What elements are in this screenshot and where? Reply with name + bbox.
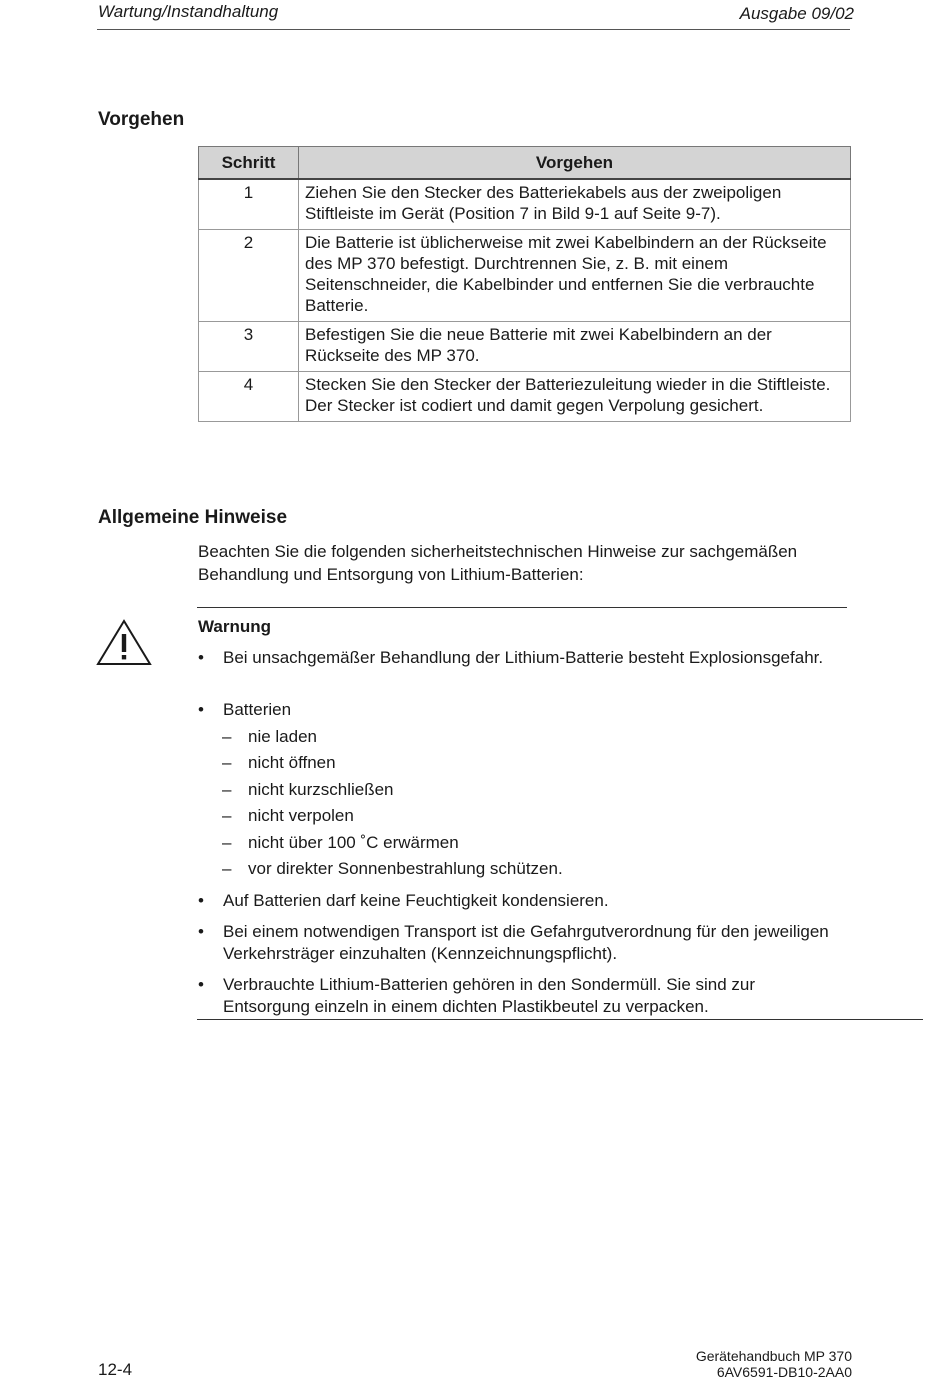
bullet-text: Batterien bbox=[223, 700, 292, 719]
bullet-marker: • bbox=[198, 891, 204, 910]
section-title-hinweise: Allgemeine Hinweise bbox=[98, 507, 288, 528]
sub-item-text: vor direkter Sonnenbestrahlung schützen. bbox=[248, 859, 563, 878]
dash-marker: – bbox=[222, 753, 232, 772]
table-row bbox=[199, 322, 851, 372]
step-number: 4 bbox=[199, 372, 299, 422]
sub-item-text: nicht verpolen bbox=[248, 806, 354, 825]
page-number: 12-4 bbox=[98, 1360, 133, 1379]
intro-paragraph: Beachten Sie die folgenden sicherheitstechnischen Hinweise zur sachgemäßen Behandlung und Entsorgung von Lithium-Batterien: bbox=[198, 542, 798, 584]
sub-item-text: nie laden bbox=[248, 727, 318, 746]
bullet-text: Verbrauchte Lithium-Batterien gehören in den Sondermüll. Sie sind zur Entsorgung einzeln in einem dichten Plastikbeutel zu verpacken. bbox=[223, 975, 756, 1016]
bullet-text: Auf Batterien darf keine Feuchtigkeit kondensieren. bbox=[223, 891, 609, 910]
section-title-vorgehen: Vorgehen bbox=[98, 109, 185, 130]
step-text: Befestigen Sie die neue Batterie mit zwei Kabelbindern an der Rückseite des MP 370. bbox=[299, 322, 851, 372]
dash-marker: – bbox=[222, 780, 232, 799]
bullet-marker: • bbox=[198, 922, 204, 941]
table-row bbox=[199, 230, 851, 322]
warning-triangle-icon bbox=[96, 619, 152, 667]
bullet-text: Bei einem notwendigen Transport ist die Gefahrgutverordnung für den jeweiligen Verkehrsträger einzuhalten (Kennzeichnungspflicht). bbox=[223, 922, 829, 963]
step-text: Die Batterie ist üblicherweise mit zwei Kabelbindern an der Rückseite des MP 370 befestigt. Durchtrennen Sie, z. B. mit einem Seitenschneider, die Kabelbinder und entfernen Sie die verbrauchte Batterie. bbox=[299, 230, 851, 322]
step-text: Stecken Sie den Stecker der Batteriezuleitung wieder in die Stiftleiste. Der Stecker ist codiert und damit gegen Verpolung gesichert. bbox=[299, 372, 851, 422]
step-number: 3 bbox=[199, 322, 299, 372]
header-chapter: Wartung/Instandhaltung bbox=[98, 2, 279, 21]
header-divider bbox=[97, 29, 850, 30]
bullet-text: Bei unsachgemäßer Behandlung der Lithium-Batterie besteht Explosionsgefahr. bbox=[223, 648, 824, 667]
dash-marker: – bbox=[222, 806, 232, 825]
order-number: 6AV6591-DB10-2AA0 bbox=[716, 1364, 852, 1380]
warning-top-rule bbox=[197, 607, 847, 608]
procedure-table bbox=[198, 146, 851, 422]
column-header-step: Schritt bbox=[199, 147, 299, 180]
sub-item-text: nicht kurzschließen bbox=[248, 780, 394, 799]
warning-title: Warnung bbox=[198, 617, 272, 636]
table-header-row bbox=[199, 147, 851, 180]
header-edition: Ausgabe 09/02 bbox=[739, 4, 854, 23]
warning-bottom-rule bbox=[197, 1019, 923, 1020]
bullet-marker: • bbox=[198, 700, 204, 719]
dash-marker: – bbox=[222, 833, 232, 852]
sub-item-text: nicht über 100 ˚C erwärmen bbox=[248, 833, 459, 852]
dash-marker: – bbox=[222, 727, 232, 746]
step-number: 1 bbox=[199, 179, 299, 230]
table-row bbox=[199, 372, 851, 422]
footer-document-info bbox=[696, 1348, 852, 1380]
bullet-marker: • bbox=[198, 648, 204, 667]
column-header-procedure: Vorgehen bbox=[299, 147, 851, 180]
bullet-marker: • bbox=[198, 975, 204, 994]
manual-title: Gerätehandbuch MP 370 bbox=[695, 1348, 852, 1364]
step-text: Ziehen Sie den Stecker des Batteriekabels aus der zweipoligen Stiftleiste im Gerät (Position 7 in Bild 9-1 auf Seite 9-7). bbox=[299, 179, 851, 230]
step-number: 2 bbox=[199, 230, 299, 322]
dash-marker: – bbox=[222, 859, 232, 878]
sub-item-text: nicht öffnen bbox=[248, 753, 336, 772]
table-row bbox=[199, 179, 851, 230]
